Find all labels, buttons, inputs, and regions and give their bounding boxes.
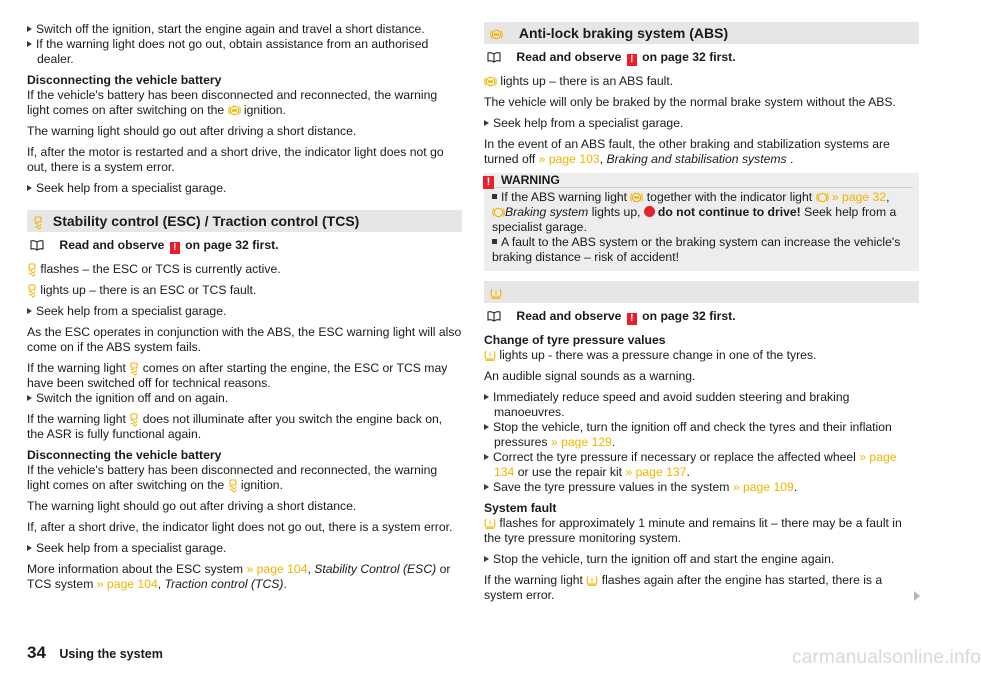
footer-section-title: Using the system <box>59 647 163 661</box>
page-link[interactable]: » page 134 <box>494 450 897 479</box>
step-item: Correct the tyre pressure if necessary or replace the affected wheel » page 134 or use the repair kit » page 137. <box>484 450 919 480</box>
left-column <box>27 22 462 598</box>
step-arrow-icon <box>27 395 32 401</box>
book-icon <box>487 52 501 63</box>
book-icon <box>30 240 44 251</box>
divider <box>492 187 913 188</box>
brake-system-icon <box>816 192 829 203</box>
paragraph: The warning light should go out after driving a short distance. <box>27 499 357 513</box>
step-item: Seek help from a specialist garage. <box>484 116 919 131</box>
paragraph: More information about the ESC system » page 104, Stability Control (ESC) or TCS system » page 104, Traction control (TCS). <box>27 562 451 591</box>
abs-icon <box>630 192 643 203</box>
step-arrow-icon <box>27 545 32 551</box>
warning-item: If the ABS warning light together with the indicator light » page 32, Braking system lights up, do not continue to drive! Seek help from a specialist garage. <box>492 190 897 234</box>
section-header-abs <box>484 22 919 44</box>
section-title: Stability control (ESC) / Traction control (TCS) <box>52 213 360 229</box>
esc-skid-icon <box>27 284 37 296</box>
right-column <box>484 22 919 609</box>
page-link[interactable]: » page 109 <box>732 480 794 494</box>
step-arrow-icon <box>484 484 489 490</box>
paragraph: If, after a short drive, the indicator light does not go out, there is a system error. <box>27 520 453 534</box>
book-icon <box>487 311 501 322</box>
subheading: System fault <box>484 501 557 515</box>
step-arrow-icon <box>27 41 32 47</box>
paragraph: As the ESC operates in conjunction with the ABS, the ESC warning light will also come on if the ABS system fails. <box>27 325 462 354</box>
warning-header: ! WARNING <box>484 173 913 187</box>
step-arrow-icon <box>484 120 489 126</box>
page-footer <box>27 645 163 663</box>
continue-arrow-icon <box>914 591 920 601</box>
page-link[interactable]: » page 137 <box>625 465 687 479</box>
bullet-icon <box>492 239 497 244</box>
section-title: Anti-lock braking system (ABS) <box>518 25 729 41</box>
section-header-esc <box>27 210 462 232</box>
step-arrow-icon <box>27 26 32 32</box>
subheading: Disconnecting the vehicle battery <box>27 73 222 87</box>
page-link[interactable]: » page 104 <box>246 562 308 576</box>
paragraph: In the event of an ABS fault, the other braking and stabilization systems are turned off » page 103, Braking and stabilisation systems . <box>484 137 890 166</box>
subheading: Change of tyre pressure values <box>484 333 666 347</box>
exclamation-square-icon: ! <box>483 176 494 189</box>
page-link[interactable]: » page 129 <box>550 435 612 449</box>
step-item: Seek help from a specialist garage. <box>27 304 462 319</box>
paragraph: If the warning light does not illuminate after you switch the engine back on, the ASR is fully functional again. <box>27 412 443 441</box>
step-item: Switch the ignition off and on again. <box>27 391 462 406</box>
warning-item: A fault to the ABS system or the braking system can increase the vehicle's braking distance – risk of accident! <box>492 235 901 264</box>
paragraph: System fault flashes for approximately 1 minute and remains lit – there may be a fault in the tyre pressure monitoring system. <box>484 501 902 545</box>
step-arrow-icon <box>484 424 489 430</box>
step-arrow-icon <box>27 185 32 191</box>
step-arrow-icon <box>484 394 489 400</box>
step-item: Seek help from a specialist garage. <box>27 181 462 196</box>
paragraph: lights up – there is an ESC or TCS fault. <box>27 283 462 298</box>
page-link[interactable]: » page 104 <box>96 577 158 591</box>
section-header-tpms <box>484 281 919 303</box>
step-item: Seek help from a specialist garage. <box>27 541 462 556</box>
read-and-observe: Read and observe ! on page 32 first. <box>27 238 462 254</box>
brake-system-icon <box>492 207 505 218</box>
paragraph: An audible signal sounds as a warning. <box>484 369 696 383</box>
page-link[interactable]: » page 32 <box>831 190 887 204</box>
paragraph: Disconnecting the vehicle battery If the vehicle's battery has been disconnected and reconnected, the warning light comes on after switching on the ignition. <box>27 448 438 492</box>
paragraph: lights up – there is an ABS fault. <box>484 74 919 89</box>
step-arrow-icon <box>27 308 32 314</box>
step-arrow-icon <box>484 454 489 460</box>
paragraph: Disconnecting the vehicle battery If the vehicle's battery has been disconnected and reconnected, the warning light comes on after switching on the ignition. <box>27 73 438 117</box>
esc-skid-icon <box>33 216 43 228</box>
abs-icon <box>490 29 503 40</box>
exclamation-square-icon: ! <box>627 313 637 325</box>
step-item: Switch off the ignition, start the engine again and travel a short distance. <box>27 22 462 37</box>
step-item: Stop the vehicle, turn the ignition off and check the tyres and their inflation pressures » page 129. <box>484 420 919 450</box>
tyre-pressure-icon <box>586 575 598 586</box>
read-and-observe: Read and observe ! on page 32 first. <box>484 309 919 325</box>
warning-box <box>484 173 919 271</box>
tyre-pressure-icon <box>484 350 496 361</box>
esc-skid-icon <box>228 479 238 491</box>
exclamation-square-icon: ! <box>627 54 637 66</box>
esc-skid-icon <box>129 413 139 425</box>
step-arrow-icon <box>484 556 489 562</box>
abs-icon <box>228 105 241 116</box>
tyre-pressure-icon <box>490 288 502 299</box>
paragraph: flashes – the ESC or TCS is currently active. <box>27 262 462 277</box>
exclamation-square-icon: ! <box>170 242 180 254</box>
paragraph: The vehicle will only be braked by the normal brake system without the ABS. <box>484 95 896 109</box>
step-item: Stop the vehicle, turn the ignition off and start the engine again. <box>484 552 919 567</box>
abs-icon <box>484 76 497 87</box>
subheading: Disconnecting the vehicle battery <box>27 448 222 462</box>
esc-skid-icon <box>27 263 37 275</box>
page-number: 34 <box>27 643 46 662</box>
watermark: carmanualsonline.info <box>792 647 981 668</box>
paragraph: The warning light should go out after driving a short distance. <box>27 124 357 138</box>
paragraph: If, after the motor is restarted and a short drive, the indicator light does not go out, there is a system error. <box>27 145 444 174</box>
step-item: Save the tyre pressure values in the system » page 109. <box>484 480 919 495</box>
esc-skid-icon <box>129 362 139 374</box>
paragraph: If the warning light flashes again after the engine has started, there is a system error. <box>484 573 883 602</box>
read-and-observe: Read and observe ! on page 32 first. <box>484 50 919 66</box>
stop-light-icon <box>644 206 655 217</box>
page-link[interactable]: » page 103 <box>538 152 600 166</box>
step-item: Immediately reduce speed and avoid sudden steering and braking manoeuvres. <box>484 390 919 420</box>
paragraph: If the warning light comes on after starting the engine, the ESC or TCS may have been switched off for technical reasons. <box>27 361 448 390</box>
paragraph: Change of tyre pressure values lights up - there was a pressure change in one of the tyres. <box>484 333 817 362</box>
step-item: If the warning light does not go out, obtain assistance from an authorised dealer. <box>27 37 462 67</box>
bullet-icon <box>492 194 497 199</box>
tyre-pressure-icon <box>484 518 496 529</box>
